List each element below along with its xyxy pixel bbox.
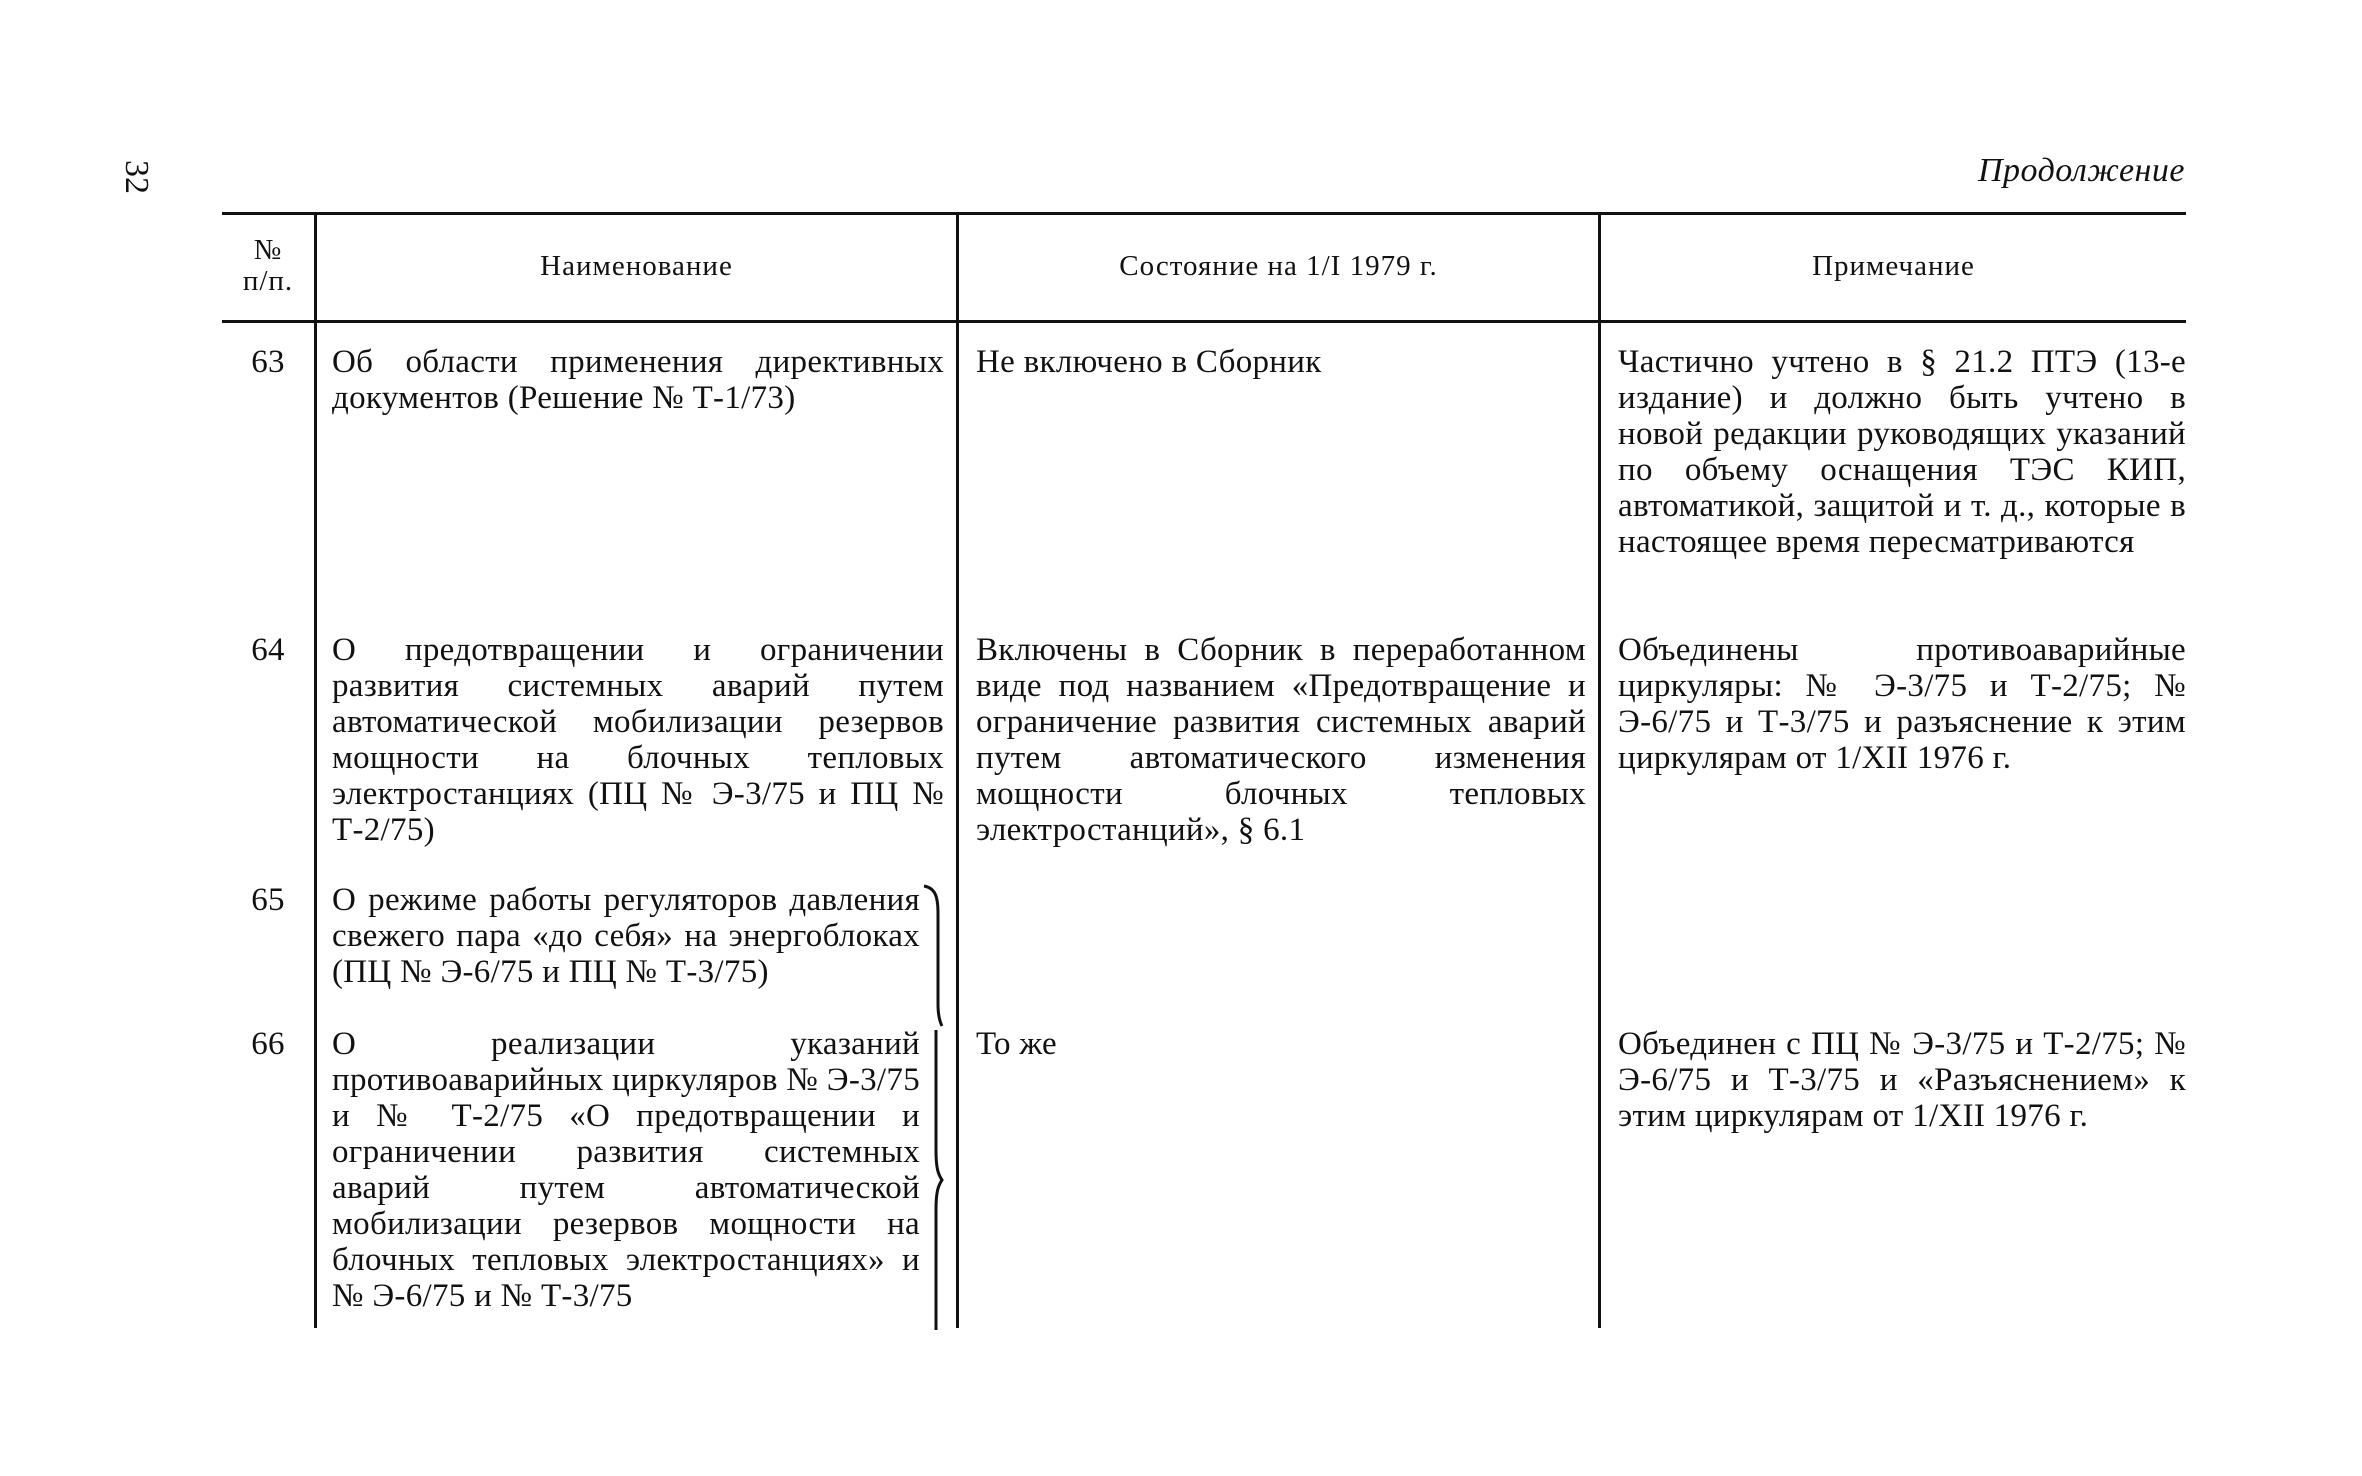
row-status: То же [976,1026,1057,1062]
header-number-symbol: № [253,234,283,266]
row-note: Объединены противоаварийные циркуляры: № Э-3/75 и Т-2/75; № Э-6/75 и Т-3/75 и разъяснение к этим циркулярам от 1/XII 1976 г. [1618,632,2186,776]
right-brace-icon [922,1030,944,1330]
row-number: 66 [251,1026,285,1062]
header-number [222,212,314,320]
column-divider [314,212,317,1328]
continuation-label: Продолжение [1977,152,2185,189]
column-divider [1598,212,1601,1328]
header-number-abbrev: п/п. [242,265,294,297]
document-table [222,212,2186,1328]
row-note: Объединен с ПЦ № Э-3/75 и Т-2/75; № Э-6/75 и Т-3/75 и «Разъяснением» к этим циркулярам от 1/XII 1976 г. [1618,1026,2186,1134]
row-note: Частично учтено в § 21.2 ПТЭ (13-е издание) и должно быть учтено в новой редакции руководящих указаний по объему оснащения ТЭС КИП, автоматикой, защитой и т. д., которые в настоящее время пересматриваются [1618,344,2186,560]
row-name: Об области применения директивных документов (Решение № Т-1/73) [332,344,944,416]
row-number: 64 [251,632,285,668]
row-status: Включены в Сборник в переработанном виде под названием «Предотвращение и ограничение развития системных аварий путем автоматического изменения мощности блочных тепловых электростанций», § 6.1 [976,632,1586,848]
row-number: 63 [251,344,285,380]
header-note: Примечание [1812,249,1975,282]
header-bottom-rule [222,320,2186,323]
right-brace-icon [922,884,944,1028]
row-name: О режиме работы регуляторов давления свежего пара «до себя» на энергоблоках (ПЦ № Э-6/75 и ПЦ № Т-3/75) [332,882,920,990]
row-status: Не включено в Сборник [976,344,1322,380]
row-name: О предотвращении и ограничении развития системных аварий путем автоматической мобилизации резервов мощности на блочных тепловых электростанциях (ПЦ № Э-3/75 и ПЦ № Т-2/75) [332,632,944,848]
header-name: Наименование [540,249,733,282]
column-divider [956,212,959,1328]
header-status: Состояние на 1/I 1979 г. [1119,249,1438,282]
row-number: 65 [251,882,285,918]
page-number: 32 [118,160,155,194]
row-name: О реализации указаний противоаварийных циркуляров № Э-3/75 и № Т-2/75 «О предотвращении и ограничении развития системных аварий путем автоматической мобилизации резервов мощности на блочных тепловых электростанциях» и № Э-6/75 и № Т-3/75 [332,1026,920,1314]
